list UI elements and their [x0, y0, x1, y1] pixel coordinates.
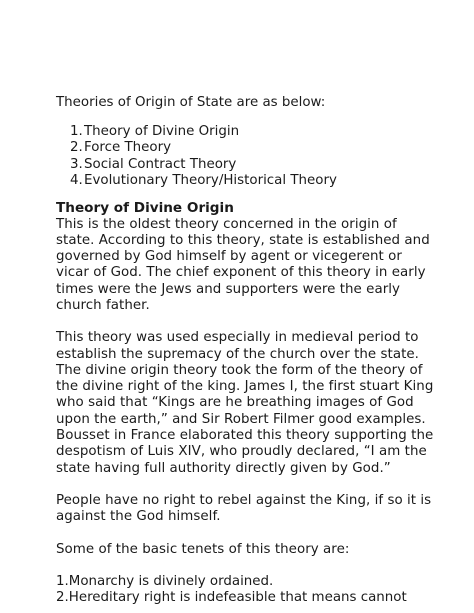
- list-item: [70, 124, 434, 141]
- paragraph: People have no right to rebel against the King, if so it is against the God himself.: [56, 492, 432, 525]
- list-item: 1.Monarchy is divinely ordained.: [56, 573, 274, 589]
- list-item-text: Theory of Divine Origin: [84, 123, 240, 139]
- list-item: [70, 173, 434, 190]
- list-item-number: 3.: [70, 156, 83, 172]
- section-heading: Theory of Divine Origin: [56, 199, 234, 216]
- list-item-number: 2.: [70, 140, 83, 155]
- paragraph: This is the oldest theory concerned in the origin of state. According to this theory, state is established and governed by God himself by agent or vicegerent or vicar of God. The chief exponent of this theory in early times were the Jews and supporters were the early church father.: [56, 216, 430, 313]
- tenets-list: [56, 574, 434, 607]
- list-item-number: 4.: [70, 173, 83, 188]
- intro-text: Theories of Origin of State are as below:: [56, 95, 326, 110]
- list-item: 2.Hereditary right is indefeasible that means cannot: [56, 590, 407, 606]
- list-item-text: Social Contract Theory: [84, 156, 237, 172]
- list-item-text: Evolutionary Theory/Historical Theory: [84, 173, 337, 188]
- list-item: [70, 157, 434, 174]
- paragraph: This theory was used especially in medieval period to establish the supremacy of the church over the state. The divine origin theory took the form of the theory of the divine right of the king. James I, the first stuart King who said that “Kings are he breathing images of God upon the earth,” and Sir Robert Filmer good examples. Bousset in France elaborated this theory supporting the despotism of Luis XIV, who proudly declared, “I am the state having full authority directly given by God.”: [56, 330, 434, 476]
- list-item-text: Force Theory: [84, 140, 172, 155]
- theories-list: [56, 124, 434, 190]
- list-item-number: 1.: [70, 123, 83, 139]
- list-item: [70, 140, 434, 157]
- paragraph: Some of the basic tenets of this theory are:: [56, 541, 350, 557]
